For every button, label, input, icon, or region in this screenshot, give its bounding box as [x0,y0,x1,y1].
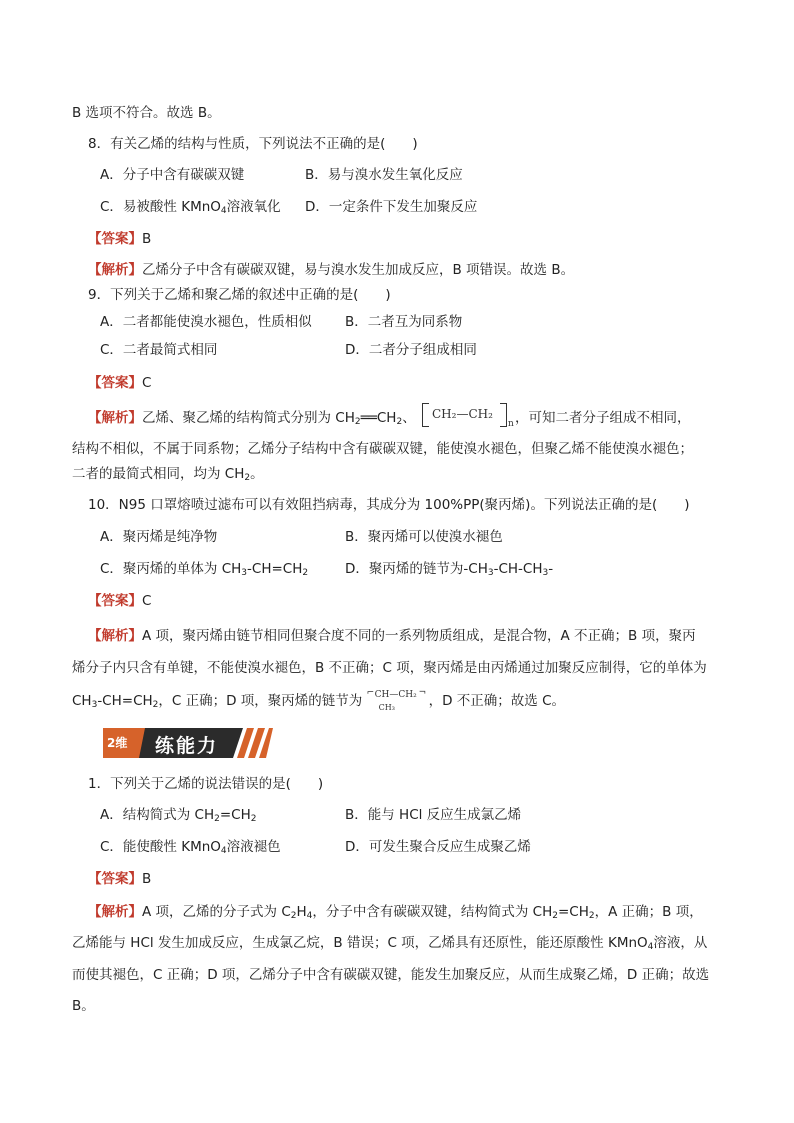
q8-explanation: 【解析】乙烯分子中含有碳碳双键，易与溴水发生加成反应，B 项错误。故选 B。 [88,262,575,278]
banner-tag: 2维 [107,736,128,750]
q9-explanation-line1: 【解析】乙烯、聚乙烯的结构简式分别为 $CH_2══CH_2$、 CH₂—CH₂ n ，可知二者分子组成不相同， [88,409,690,427]
q9-explanation-line3: 二者的最简式相同，均为 $CH_2$。 [72,466,264,483]
q10-explanation-line2: 烯分子内只含有单键，不能使溴水褪色，B 不正确；C 项，聚丙烯是由丙烯通过加聚反应制得，它的单体为 [72,660,707,676]
p1-option-d: D．可发生聚合反应生成聚乙烯 [345,839,531,855]
q10-stem: 10．N95 口罩熔喷过滤布可以有效阻挡病毒，其成分为 100%PP(聚丙烯)。下列说法正确的是( ) [88,497,690,513]
q9-option-a: A．二者都能使溴水褪色，性质相似 [100,314,312,330]
q9-option-b: B．二者互为同系物 [345,314,463,330]
prev-answer-tail: B 选项不符合。故选 B。 [72,105,221,121]
p1-explanation-line3: 而使其褪色，C 正确；D 项，乙烯分子中含有碳碳双键，能发生加聚反应，从而生成聚乙烯，D 正确；故选 [72,967,710,983]
banner-title: 练能力 [155,735,219,757]
p1-option-c: C．能使酸性 KMnO$_4$溶液褪色 [100,839,281,856]
q10-option-c: C．聚丙烯的单体为 $CH_3-CH=CH_2$ [100,561,309,578]
polyethylene-formula: CH₂—CH₂ n [420,409,515,427]
q10-option-a: A．聚丙烯是纯净物 [100,529,218,545]
q9-option-c: C．二者最简式相同 [100,342,218,358]
q10-option-d: D．聚丙烯的链节为$-CH_3-CH-CH_3-$ [345,561,554,578]
q10-answer: 【答案】C [88,593,152,609]
q8-option-c: C．易被酸性 KMnO$_4$溶液氧化 [100,199,281,216]
p1-option-b: B．能与 HCl 反应生成氯乙烯 [345,807,522,823]
q8-answer: 【答案】B [88,231,152,247]
q10-explanation-line3: $CH_3-CH=CH_2$，C 正确；D 项，聚丙烯的链节为 ⌐ CH—CH₂ ¬ CH₃ ，D 不正确；故选 C。 [72,688,565,712]
p1-explanation-line1: 【解析】A 项，乙烯的分子式为 $C_2H_4$，分子中含有碳碳双键，结构简式为 $CH_2=CH_2$，A 正确；B 项， [88,904,703,921]
q9-option-d: D．二者分子组成相同 [345,342,477,358]
q8-stem: 8．有关乙烯的结构与性质，下列说法不正确的是( ) [88,136,418,152]
p1-stem: 1．下列关于乙烯的说法错误的是( ) [88,776,324,792]
p1-explanation-line4: B。 [72,998,95,1014]
p1-explanation-line2: 乙烯能与 HCl 发生加成反应，生成氯乙烷，B 错误；C 项，乙烯具有还原性，能还原酸性 KMnO$_4$溶液，从 [72,935,708,952]
p1-option-a: A．结构简式为 $CH_2=CH_2$ [100,807,257,824]
polypropylene-unit: ⌐ CH—CH₂ ¬ CH₃ [366,688,427,712]
q9-answer: 【答案】C [88,375,152,391]
q9-stem: 9．下列关于乙烯和聚乙烯的叙述中正确的是( ) [88,287,391,303]
q10-explanation-line1: 【解析】A 项，聚丙烯由链节相同但聚合度不同的一系列物质组成，是混合物，A 不正确；B 项，聚丙 [88,628,696,644]
p1-answer: 【答案】B [88,871,152,887]
q8-option-d: D．一定条件下发生加聚反应 [305,199,478,215]
q9-explanation-line2: 结构不相似，不属于同系物；乙烯分子结构中含有碳碳双键，能使溴水褪色，但聚乙烯不能使溴水褪色； [72,441,693,457]
q8-option-b: B．易与溴水发生氧化反应 [305,167,463,183]
q10-option-b: B．聚丙烯可以使溴水褪色 [345,529,503,545]
q8-option-a: A．分子中含有碳碳双键 [100,167,245,183]
section-banner [103,728,273,758]
